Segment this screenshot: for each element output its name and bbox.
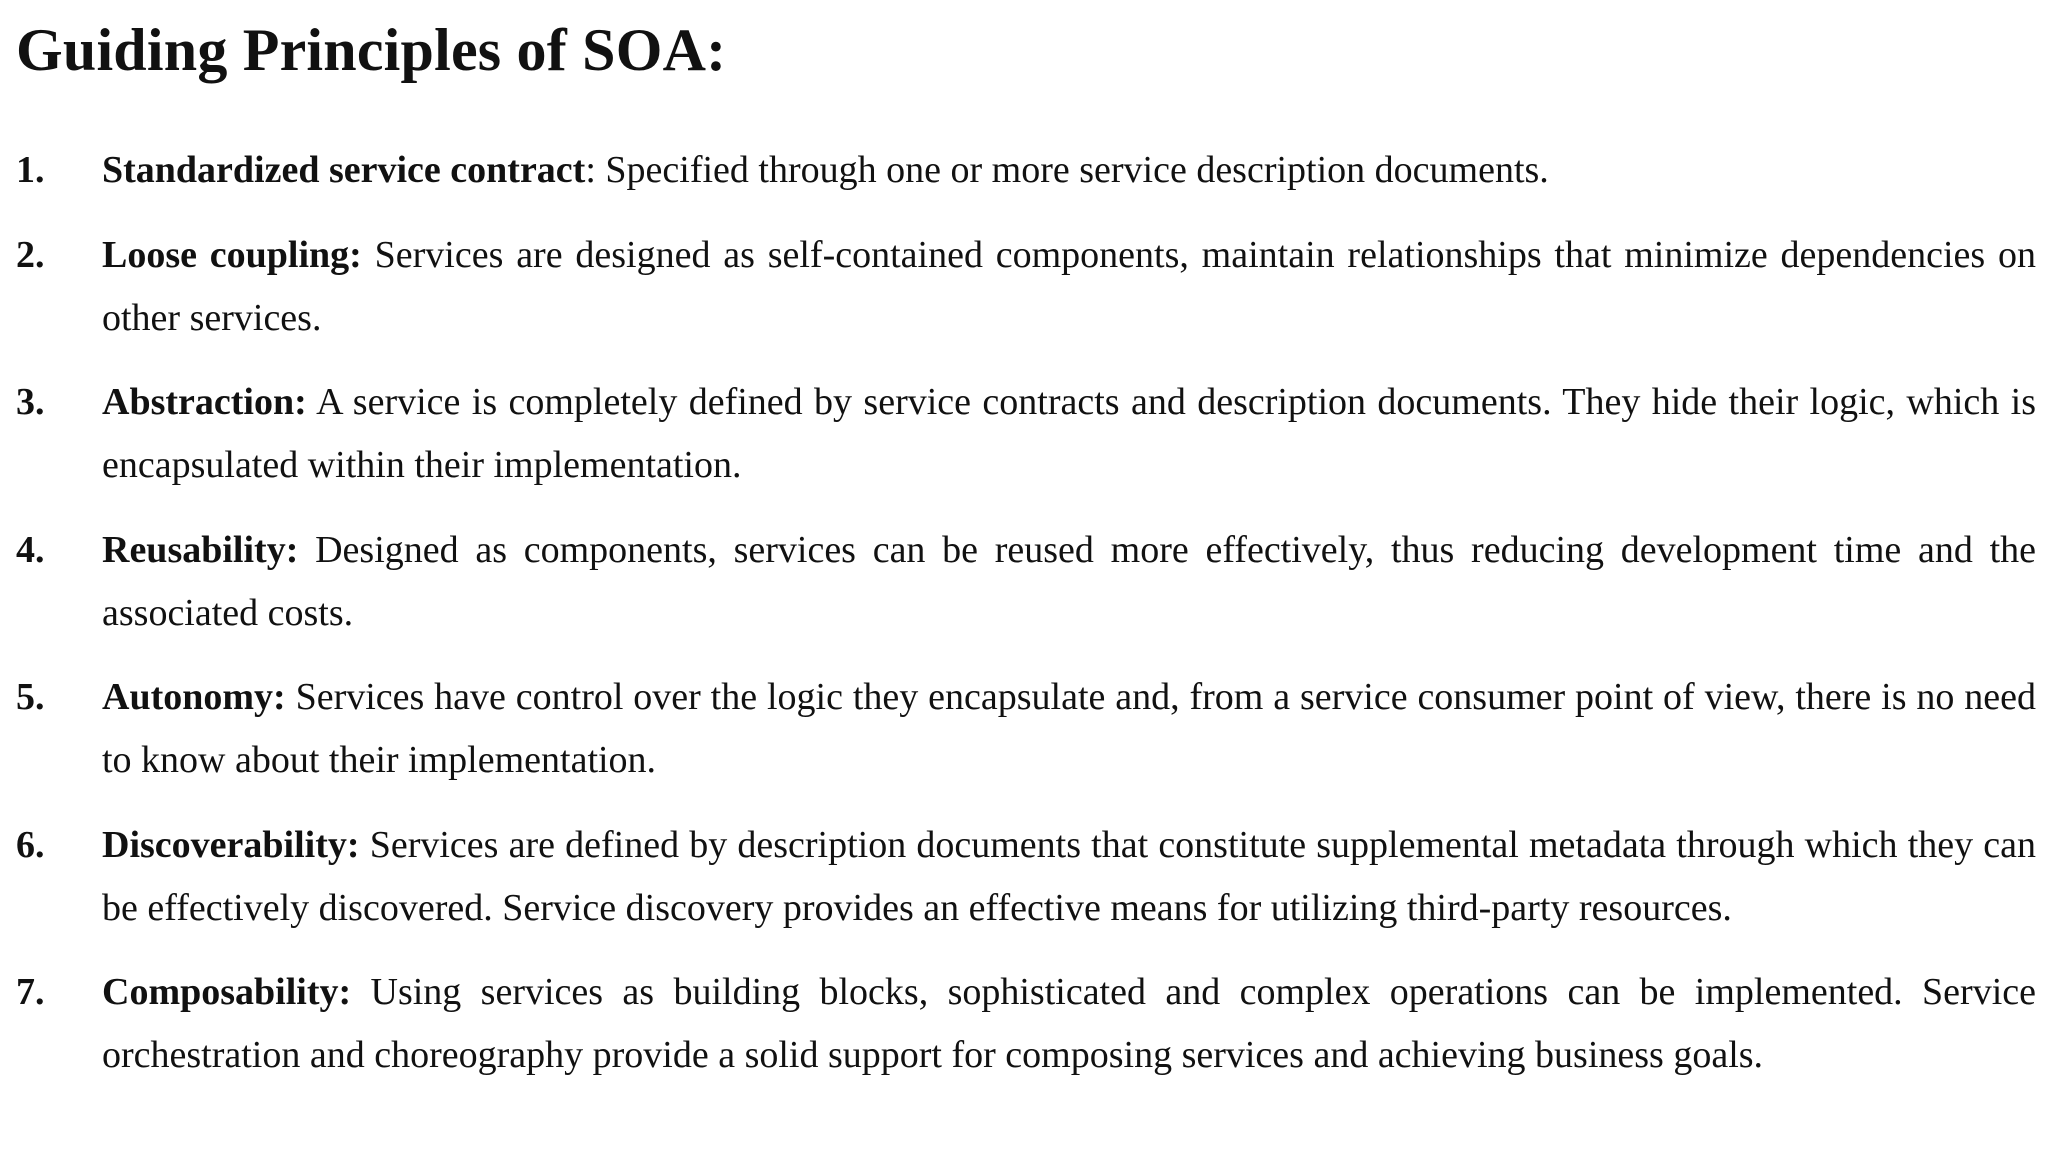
principle-term: Standardized service contract <box>102 149 586 191</box>
principle-term: Composability: <box>102 971 352 1013</box>
principle-description: Services are defined by description documents that constitute supplemental metadata through which they can be effectively discovered. Service discovery provides an effective means for utilizing third-party resources. <box>102 823 2037 929</box>
principle-term: Discoverability: <box>102 823 360 866</box>
principle-description: Services are designed as self-contained components, maintain relationships that minimize dependencies on other services. <box>102 233 2037 339</box>
principle-description: Designed as components, services can be reused more effectively, thus reducing development time and the associated costs. <box>102 528 2037 634</box>
principle-separator <box>351 971 370 1013</box>
principle-separator <box>360 824 370 866</box>
principle-item-1 <box>16 139 2036 202</box>
principle-separator: : <box>585 149 606 191</box>
principle-item-5 <box>16 666 2036 792</box>
principle-term: Autonomy: <box>102 676 286 718</box>
principle-body <box>102 139 2036 202</box>
page-title: Guiding Principles of SOA: <box>16 17 727 83</box>
principle-term: Abstraction: <box>102 381 307 423</box>
principle-term: Loose coupling: <box>102 233 362 276</box>
principle-item-4 <box>16 519 2036 645</box>
principle-number: 5. <box>16 676 45 718</box>
principle-number: 2. <box>16 233 45 276</box>
principle-separator <box>362 234 375 276</box>
principle-body <box>102 371 2036 497</box>
principle-body <box>102 814 2036 940</box>
principle-separator <box>307 381 316 423</box>
principle-body <box>102 666 2036 792</box>
principle-item-6 <box>16 814 2036 940</box>
principle-item-7 <box>16 961 2036 1087</box>
principle-description: Using services as building blocks, sophisticated and complex operations can be implemented. Service orchestration and choreography provide a solid support for composing services and achieving business goals. <box>102 971 2036 1076</box>
principle-description: Specified through one or more service description documents. <box>605 149 1549 191</box>
principle-number: 7. <box>16 971 45 1013</box>
principle-term: Reusability: <box>102 528 299 571</box>
principles-list <box>16 139 2036 1109</box>
principle-item-3 <box>16 371 2036 497</box>
principle-separator <box>286 676 296 718</box>
principle-description: Services have control over the logic they encapsulate and, from a service consumer point of view, there is no need to know about their implementation. <box>102 676 2036 781</box>
principle-item-2 <box>16 224 2036 350</box>
principle-separator <box>298 529 315 571</box>
principle-body <box>102 961 2036 1087</box>
principle-number: 6. <box>16 823 45 866</box>
principle-number: 1. <box>16 149 45 191</box>
principle-body <box>102 224 2036 350</box>
principle-body <box>102 519 2036 645</box>
principle-description: A service is completely defined by service contracts and description documents. They hide their logic, which is encapsulated within their implementation. <box>102 381 2037 486</box>
principle-number: 3. <box>16 381 45 423</box>
principle-number: 4. <box>16 528 45 571</box>
